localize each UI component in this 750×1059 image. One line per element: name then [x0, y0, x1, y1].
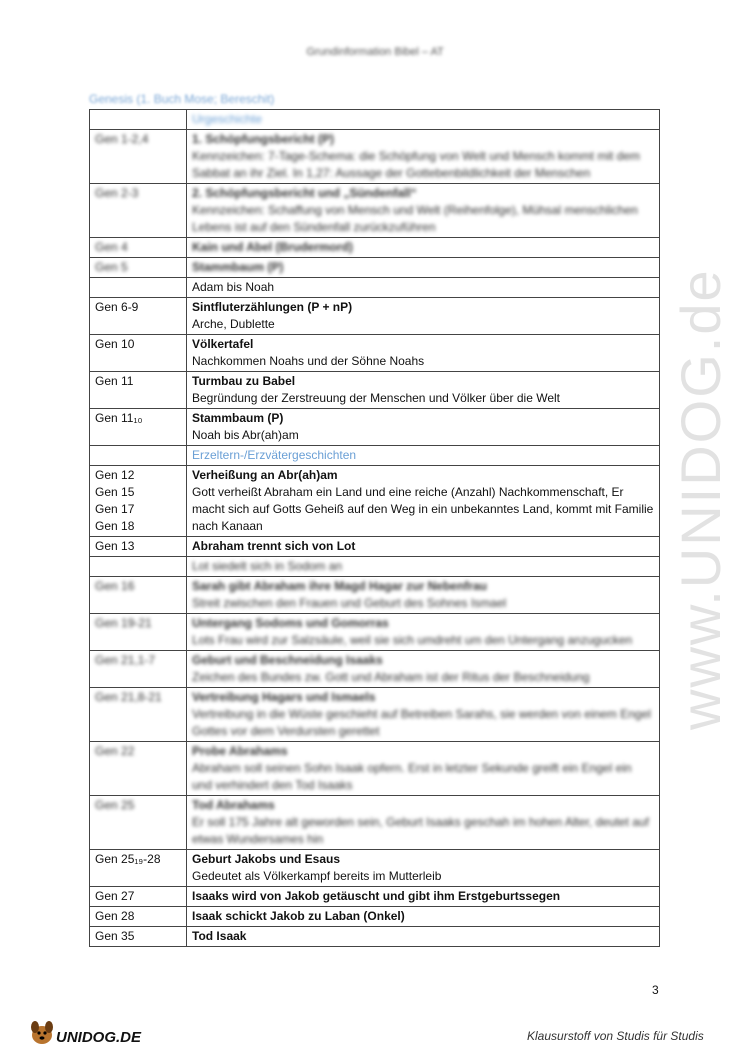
description-cell: [187, 907, 660, 927]
entry-description: Abraham soll seinen Sohn Isaak opfern. Erst in letzter Sekunde greift ein Engel ein und verhindert den Tod Isaaks: [192, 761, 632, 792]
bible-reference-cell: [90, 258, 187, 278]
entry-description: Streit zwischen den Frauen und Geburt des Sohnes Ismael: [192, 596, 507, 610]
table-row: [90, 537, 660, 557]
bible-reference: Gen 25: [95, 798, 135, 812]
description-cell: [187, 688, 660, 742]
description-cell: [187, 577, 660, 614]
page-number: 3: [652, 983, 659, 997]
bible-reference: Gen 18: [95, 519, 135, 533]
entry-title: Tod Abrahams: [192, 798, 275, 812]
entry-title: Verheißung an Abr(ah)am: [192, 468, 338, 482]
entry-title: Sintfluterzählungen (P + nP): [192, 300, 353, 314]
page-header: Grundinformation Bibel – AT: [306, 46, 444, 58]
table-row: [90, 796, 660, 850]
entry-title: Vertreibung Hagars und Ismaels: [192, 690, 376, 704]
description-cell: [187, 409, 660, 446]
bible-reference: Gen 17: [95, 502, 135, 516]
description-cell: [187, 446, 660, 466]
bible-reference: Gen 35: [95, 929, 135, 943]
bible-reference: Gen 28: [95, 909, 135, 923]
footer-slogan: Klausurstoff von Studis für Studis: [527, 1029, 704, 1043]
description-cell: [187, 927, 660, 947]
bible-reference: Gen 27: [95, 889, 135, 903]
entry-description: Arche, Dublette: [192, 317, 275, 331]
table-row: [90, 688, 660, 742]
description-cell: [187, 887, 660, 907]
bible-reference: [95, 279, 181, 296]
entry-title: Untergang Sodoms und Gomorras: [192, 616, 389, 630]
entry-description: Nachkommen Noahs und der Söhne Noahs: [192, 354, 425, 368]
bible-reference: Gen 21,8-21: [95, 690, 162, 704]
table-row: [90, 446, 660, 466]
entry-description: Noah bis Abr(ah)am: [192, 428, 299, 442]
bible-reference-cell: [90, 298, 187, 335]
entry-description: Kennzeichen: 7-Tage-Schema: die Schöpfung von Welt und Mensch kommt mit dem Sabbat an ihr Ziel. In 1,27: Aussage der Gottebenbildlichkeit der Menschen: [192, 149, 641, 180]
bible-reference-cell: [90, 184, 187, 238]
entry-description: Begründung der Zerstreuung der Menschen und Völker über die Welt: [192, 391, 560, 405]
table-row: [90, 335, 660, 372]
description-cell: [187, 335, 660, 372]
bible-reference-cell: [90, 335, 187, 372]
description-cell: [187, 184, 660, 238]
description-cell: [187, 557, 660, 577]
table-row: [90, 298, 660, 335]
bible-reference-cell: [90, 110, 187, 130]
table-row: [90, 577, 660, 614]
entry-title: Tod Isaak: [192, 929, 247, 943]
bible-reference-cell: [90, 372, 187, 409]
description-cell: [187, 466, 660, 537]
bible-reference-cell: [90, 742, 187, 796]
entry-description: Kennzeichen: Schaffung von Mensch und Welt (Reihenfolge), Mühsal menschlichen Lebens ist auf den Sündenfall zurückzuführen: [192, 203, 638, 234]
description-cell: [187, 130, 660, 184]
unidog-logo: [26, 1015, 156, 1049]
entry-title: Stammbaum (P): [192, 260, 284, 274]
bible-reference-cell: [90, 850, 187, 887]
table-row: [90, 110, 660, 130]
table-row: [90, 557, 660, 577]
bible-reference: Gen 6-9: [95, 300, 139, 314]
table-row: [90, 278, 660, 298]
table-row: [90, 238, 660, 258]
entry-title: Abraham trennt sich von Lot: [192, 539, 356, 553]
table-row: [90, 887, 660, 907]
bible-reference: [95, 111, 181, 128]
bible-reference-cell: [90, 887, 187, 907]
bible-reference-cell: [90, 278, 187, 298]
entry-description: Adam bis Noah: [192, 280, 275, 294]
entry-description: Vertreibung in die Wüste geschieht auf Betreiben Sarahs, sie werden von einem Engel Gottes vor dem Verdursten gerettet: [192, 707, 651, 738]
entry-title: Isaaks wird von Jakob getäuscht und gibt ihm Erstgeburtssegen: [192, 889, 561, 903]
section-subheading: Erzeltern-/Erzvätergeschichten: [192, 448, 357, 462]
bible-reference-cell: [90, 409, 187, 446]
table-row: [90, 372, 660, 409]
entry-description: Er soll 175 Jahre alt geworden sein, Geburt Isaaks geschah im hohen Alter, deutet auf etwas Wundersames hin: [192, 815, 649, 846]
entry-description: Lots Frau wird zur Salzsäule, weil sie sich umdreht um den Untergang anzugucken: [192, 633, 633, 647]
entry-title: 2. Schöpfungsbericht und „Sündenfall“: [192, 186, 417, 200]
table-body: [90, 110, 660, 947]
entry-title: Stammbaum (P): [192, 411, 284, 425]
table-row: [90, 927, 660, 947]
description-cell: [187, 742, 660, 796]
table-row: [90, 130, 660, 184]
section-title: Genesis (1. Buch Mose; Bereschit): [89, 92, 275, 106]
bible-reference-cell: [90, 796, 187, 850]
description-cell: [187, 258, 660, 278]
logo-text: UNIDOG.DE: [56, 1029, 142, 1046]
table-row: [90, 409, 660, 446]
entry-title: Völkertafel: [192, 337, 254, 351]
bible-reference: Gen 11₁₀: [95, 411, 143, 425]
bible-reference: Gen 13: [95, 539, 135, 553]
table-row: [90, 742, 660, 796]
bible-reference: [95, 558, 181, 575]
description-cell: [187, 238, 660, 258]
table-row: [90, 466, 660, 537]
bible-reference: [95, 447, 181, 464]
description-cell: [187, 850, 660, 887]
description-cell: [187, 110, 660, 130]
bible-reference-cell: [90, 927, 187, 947]
bible-reference-cell: [90, 466, 187, 537]
table-row: [90, 258, 660, 278]
table-row: [90, 614, 660, 651]
bible-reference: Gen 2-3: [95, 186, 139, 200]
description-cell: [187, 796, 660, 850]
bible-reference: Gen 22: [95, 744, 135, 758]
entry-title: Geburt und Beschneidung Isaaks: [192, 653, 383, 667]
bible-reference-cell: [90, 130, 187, 184]
bible-reference: Gen 11: [95, 374, 134, 388]
table-row: [90, 651, 660, 688]
section-subheading: Urgeschichte: [192, 112, 263, 126]
entry-description: Gott verheißt Abraham ein Land und eine reiche (Anzahl) Nachkommenschaft, Er macht sich auf Gotts Geheiß auf den Weg in ein unbekanntes Land, kommt mit Familie nach Kanaan: [192, 485, 654, 533]
bible-reference: Gen 1-2,4: [95, 132, 149, 146]
entry-description: Gedeutet als Völkerkampf bereits im Mutterleib: [192, 869, 442, 883]
description-cell: [187, 372, 660, 409]
entry-description: Zeichen des Bundes zw. Gott und Abraham ist der Ritus der Beschneidung: [192, 670, 590, 684]
entry-title: Kain und Abel (Brudermord): [192, 240, 353, 254]
description-cell: [187, 651, 660, 688]
bible-reference-cell: [90, 614, 187, 651]
bible-reference: Gen 19-21: [95, 616, 152, 630]
bible-reference-cell: [90, 577, 187, 614]
entry-title: Probe Abrahams: [192, 744, 288, 758]
entry-title: 1. Schöpfungsbericht (P): [192, 132, 335, 146]
description-cell: [187, 298, 660, 335]
bible-reference: Gen 10: [95, 337, 135, 351]
table-row: [90, 184, 660, 238]
description-cell: [187, 614, 660, 651]
bible-reference-cell: [90, 688, 187, 742]
entry-description: Lot siedelt sich in Sodom an: [192, 559, 343, 573]
entry-title: Turmbau zu Babel: [192, 374, 296, 388]
bible-reference: Gen 4: [95, 240, 128, 254]
genesis-table: [89, 109, 660, 947]
table-row: [90, 907, 660, 927]
bible-reference: Gen 21,1-7: [95, 653, 156, 667]
bible-reference-cell: [90, 537, 187, 557]
bible-reference-cell: [90, 238, 187, 258]
bible-reference: Gen 12: [95, 468, 135, 482]
entry-title: Geburt Jakobs und Esaus: [192, 852, 341, 866]
table-row: [90, 850, 660, 887]
description-cell: [187, 537, 660, 557]
description-cell: [187, 278, 660, 298]
entry-title: Sarah gibt Abraham ihre Magd Hagar zur Nebenfrau: [192, 579, 487, 593]
bible-reference: Gen 15: [95, 485, 135, 499]
bible-reference: Gen 5: [95, 260, 128, 274]
watermark: www.UNIDOG.de: [669, 268, 732, 730]
entry-title: Isaak schickt Jakob zu Laban (Onkel): [192, 909, 405, 923]
bible-reference-cell: [90, 651, 187, 688]
bible-reference-cell: [90, 557, 187, 577]
bible-reference-cell: [90, 446, 187, 466]
bible-reference: Gen 25₁₉-28: [95, 852, 161, 866]
bible-reference-cell: [90, 907, 187, 927]
bible-reference: Gen 16: [95, 579, 135, 593]
